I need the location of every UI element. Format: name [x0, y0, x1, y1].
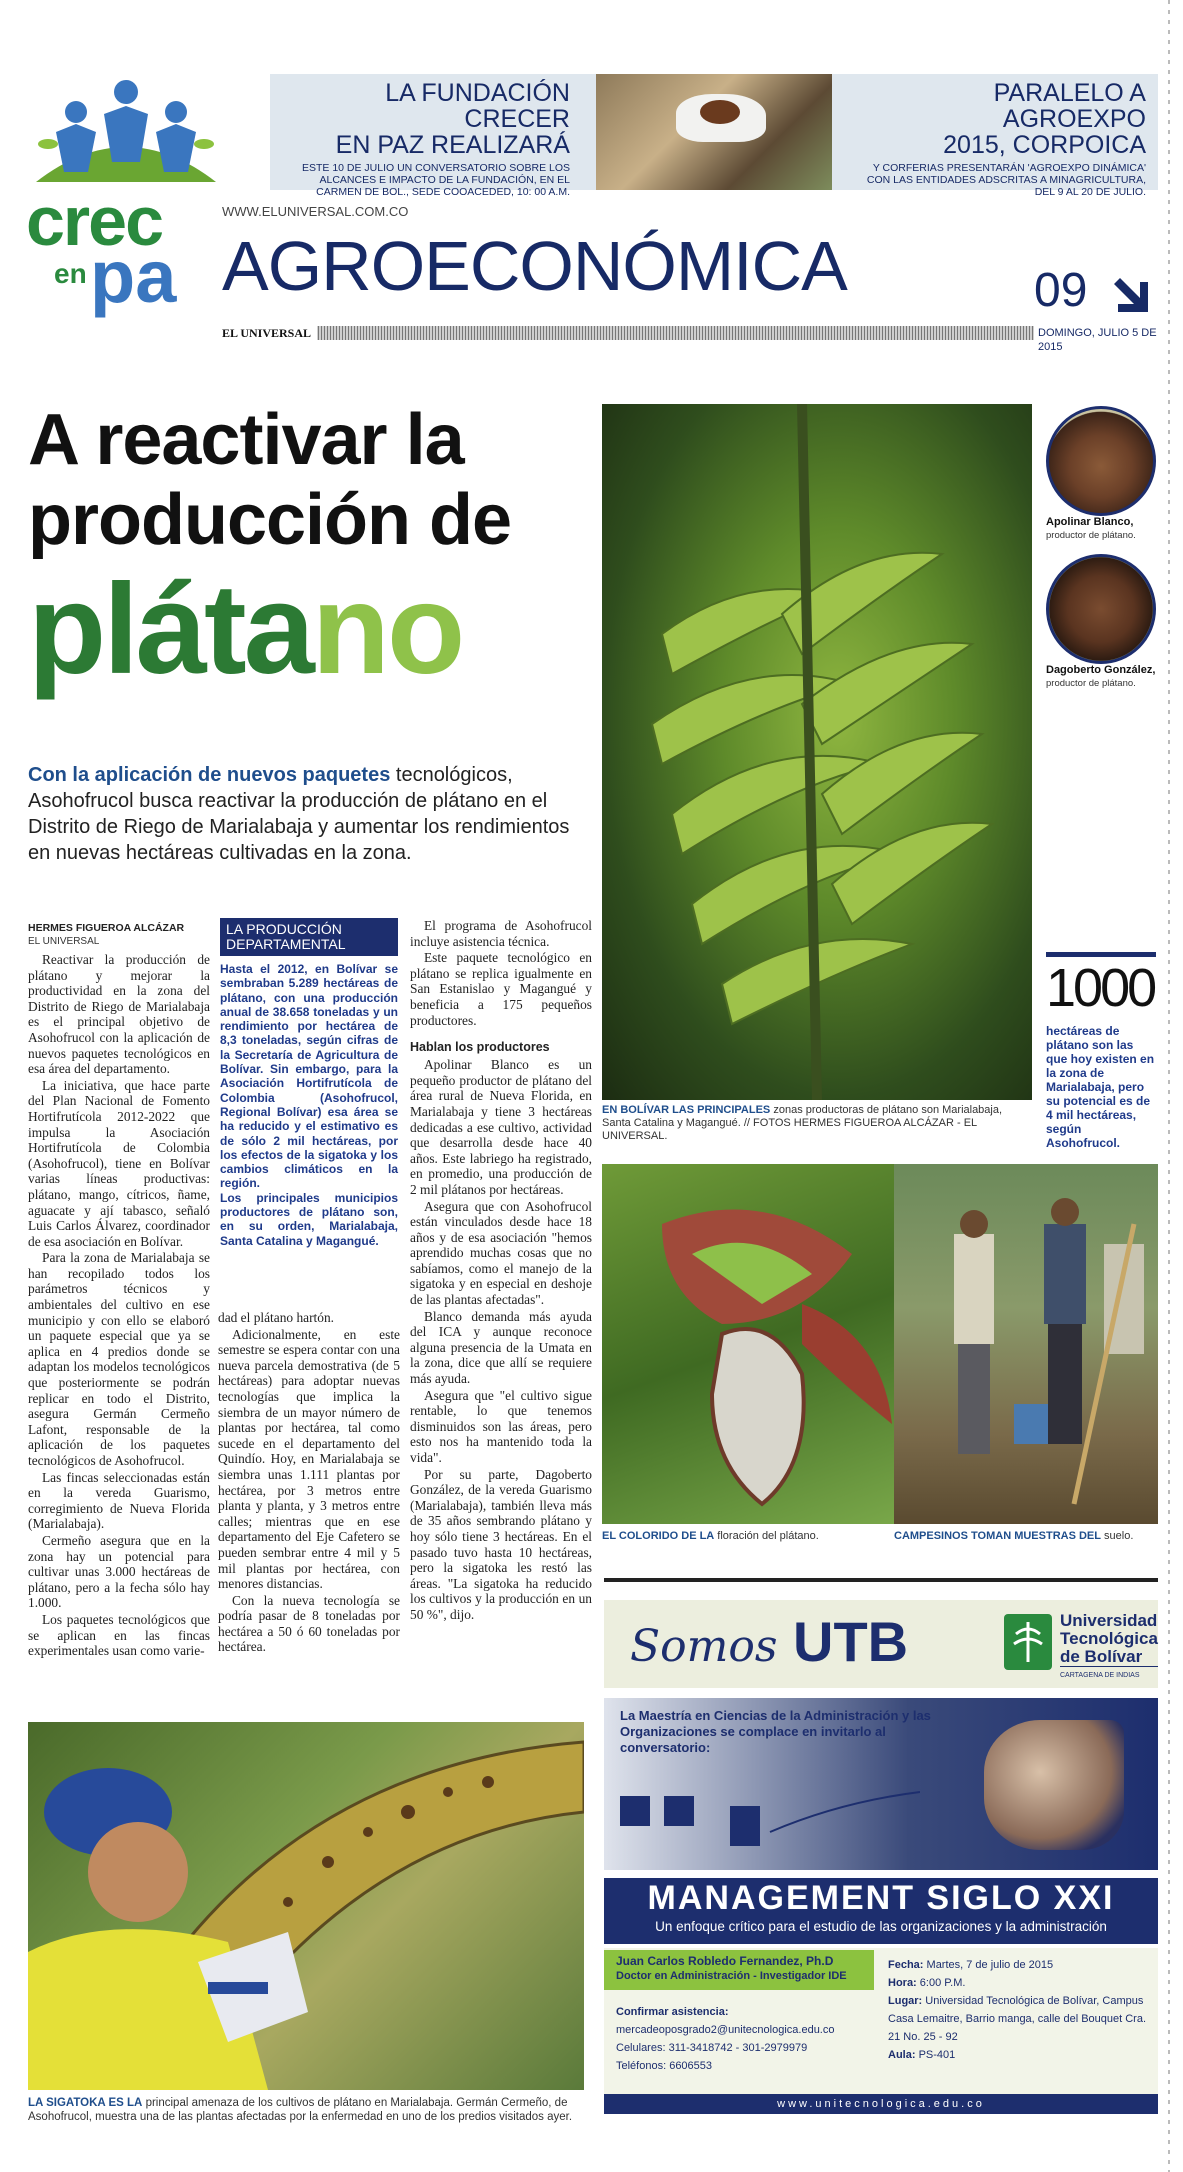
flower-caption-bold: EL COLORIDO DE LA	[602, 1530, 715, 1542]
byline: HERMES FIGUEROA ALCÁZAR	[28, 922, 185, 934]
hand-pointing	[984, 1720, 1124, 1850]
plantain-bunch-photo	[602, 404, 1032, 1100]
farmers-soil-photo	[894, 1164, 1158, 1524]
place-value: Universidad Tecnológica de Bolívar, Campus Casa Lemaitre, Barrio manga, calle del Bouquet Cra. 21 No. 25 - 92	[888, 1995, 1147, 2043]
col1-para: Los paquetes tecnológicos que se aplican en las fincas experimentales usan como varie-	[28, 1611, 210, 1659]
portrait1-role: productor de plátano.	[1046, 530, 1136, 541]
event-details	[888, 1956, 1150, 2064]
ad-website[interactable]: www.unitecnologica.edu.co	[604, 2094, 1158, 2114]
col3-subhead: Hablan los productores	[410, 1040, 550, 1055]
page-edge	[1168, 0, 1170, 2172]
ad-university	[1060, 1612, 1158, 1685]
date-value: Martes, 7 de julio de 2015	[926, 1959, 1054, 1971]
banner-left-title-2: EN PAZ REALIZARÁ	[335, 131, 570, 159]
column-1	[28, 952, 210, 1660]
bottom-photo-caption	[28, 2096, 584, 2124]
sidebar-box-header	[220, 918, 398, 956]
time-value: 6:00 P.M.	[919, 1977, 966, 1989]
uni-line-3: de Bolívar	[1060, 1647, 1143, 1666]
headline-line-1: A reactivar la	[28, 400, 464, 480]
portrait1-name: Apolinar Blanco,	[1046, 516, 1134, 528]
lead-paragraph	[28, 762, 574, 866]
banner-right-body: Y CORFERIAS PRESENTARÁN 'AGROEXPO DINÁMICA' CON LAS ENTIDADES ADSCRITAS A MINAGRICULTURA, DEL 9 AL 20 DE JULIO.	[866, 162, 1146, 198]
sidebar-title-1: LA PRODUCCIÓN	[226, 921, 342, 937]
banner-right-title-2: 2015, CORPOICA	[943, 131, 1146, 159]
banner-left-body: ESTE 10 DE JULIO UN CONVERSATORIO SOBRE LOS ALCANCES E IMPACTO DE LA FUNDACIÓN, EN EL CARMEN DE BOL., SEDE COOACEDED, 10: 00 A.M.	[301, 162, 570, 198]
logo-text-pa: pa	[90, 235, 177, 318]
logo-text-en: en	[54, 258, 87, 289]
arrow-down-right-icon	[1110, 274, 1154, 318]
banner-left-title-1: LA FUNDACIÓN CRECER	[385, 79, 570, 133]
contact-phones: Celulares: 311-3418742 - 301-2979979	[616, 2042, 808, 2054]
banner-right	[850, 80, 1146, 198]
column-3	[410, 918, 592, 1624]
farmers-illustration	[894, 1164, 1158, 1524]
sidebar-p2: Los principales municipios productores de plátano son, en su orden, Marialabaja, Santa Catalina y Magangué.	[220, 1190, 398, 1248]
ad-title: MANAGEMENT SIGLO XXI	[647, 1879, 1115, 1917]
people-logo-icon	[26, 72, 226, 192]
time-label: Hora:	[888, 1977, 917, 1989]
col3-para: Apolinar Blanco es un pequeño productor de plátano del área rural de Nueva Florida, en Marialabaja y tiene 3 hectáreas dedicadas a ese cultivo, actividad que desarrolla desde hace 40 años. Este labriego ha registrado, en promedio, una producción de 2 mil plátanos por hectáreas.	[410, 1057, 592, 1197]
room-value: PS-401	[918, 2049, 956, 2061]
headline-line-3	[28, 560, 588, 700]
ad-brand-somos: Somos	[630, 1621, 778, 1672]
flower-caption-rest: floración del plátano.	[714, 1530, 819, 1542]
col3-para: Asegura que con Asohofrucol están vinculados desde hace 18 años y de esa asociación "hemos aprendido muchas cosas que no sabíamos, como el manejo de la sigatoka y en especial en deshoje de las plantas afectadas".	[410, 1198, 592, 1308]
lead-rest: tecnológicos, Asohofrucol busca reactivar la producción de plátano en el Distrito de Riego de Marialabaja y aumentar los rendimientos en nuevas hectáreas cultivadas en la zona.	[28, 764, 570, 864]
website-url[interactable]: WWW.ELUNIVERSAL.COM.CO	[222, 204, 409, 219]
sidebar-p1: Hasta el 2012, en Bolívar se sembraban 5.289 hectáreas de plátano, con una producción anual de 38.658 toneladas y un rendimiento por hectárea de 8,3 toneladas, según cifras de la Secretaría de Agricultura de Bolívar. Sin embargo, para la Asociación Hortifrutícola de Colombia (Asohofrucol, Regional Bolívar) esa área se ha reducido y el estimativo es de sólo 2 mil hectáreas, por los efectos de la sigatoka y los cambios climáticos en la región.	[220, 962, 398, 1191]
page-date: DOMINGO, JULIO 5 DE 2015	[1034, 326, 1183, 354]
col3-para: Por su parte, Dagoberto González, de la vereda Guarismo (Marialabaja), también lleva más de 35 años sembrando plátano y hoy sólo tiene 3 hectáreas. En el pasado tuvo hasta 10 hectáreas, pero la sigatoka les restó las áreas. "La sigatoka ha reducido los cultivos y la producción en un 50 %", dijo.	[410, 1466, 592, 1622]
col2-para: dad el plátano hartón.	[218, 1310, 335, 1325]
col3-para: Asegura que "el cultivo sigue rentable, lo que tenemos disminuidos son las áreas, pero esto nos ha mantenido toda la vida".	[410, 1387, 592, 1465]
section-title: AGROECONÓMICA	[222, 227, 847, 305]
bottom-caption-rest: principal amenaza de los cultivos de plátano en Marialabaja. Germán Cermeño, de Asohofrucol, muestra una de las plantas afectadas por la enfermedad en uno de los predios visitados ayer.	[28, 2097, 573, 2123]
lead-bold: Con la aplicación de nuevos paquetes	[28, 764, 391, 786]
utb-advertisement[interactable]	[604, 1578, 1158, 2112]
byline-source: EL UNIVERSAL	[28, 936, 100, 947]
place-label: Lugar:	[888, 1995, 923, 2007]
portrait2-role: productor de plátano.	[1046, 678, 1136, 689]
uni-city: CARTAGENA DE INDIAS	[1060, 1666, 1158, 1685]
bottom-caption-bold: LA SIGATOKA ES LA	[28, 2097, 143, 2109]
plantain-illustration	[602, 404, 1032, 1100]
col1-para: Reactivar la producción de plátano y mejorar la productividad en la zona del Distrito de Riego de Marialabaja es el principal objetivo de Asohofrucol con la aplicación de nuevos paquetes tecnológicos en esa área del departamento.	[28, 952, 210, 1077]
room-label: Aula:	[888, 2049, 916, 2061]
uni-line-1: Universidad	[1060, 1611, 1158, 1630]
col3-para: El programa de Asohofrucol incluye asistencia técnica.	[410, 918, 592, 949]
stat-rule	[1046, 952, 1156, 957]
speaker-role: Doctor en Administración - Investigador IDE	[616, 1970, 847, 1982]
main-caption-bold: EN BOLÍVAR LAS PRINCIPALES	[602, 1104, 771, 1116]
ad-info	[604, 1948, 1158, 2094]
paper-name: EL UNIVERSAL	[222, 326, 317, 340]
farmers-caption-bold: CAMPESINOS TOMAN MUESTRAS DEL	[894, 1530, 1101, 1542]
ad-title-band	[604, 1878, 1158, 1944]
cow-spot	[700, 100, 740, 124]
sidebar-title-2: DEPARTAMENTAL	[226, 936, 346, 952]
cattle-photo	[596, 74, 832, 190]
ad-invite: La Maestría en Ciencias de la Administración y las Organizaciones se complace en invitarlo al conversatorio:	[620, 1708, 931, 1755]
crecer-en-paz-logo	[26, 72, 226, 342]
headline-word-light: no	[311, 558, 463, 701]
sigatoka-illustration	[28, 1722, 584, 2090]
uni-line-2: Tecnológica	[1060, 1629, 1158, 1648]
banner-left	[278, 80, 570, 198]
ad-hero	[604, 1698, 1158, 1870]
col2-para: Con la nueva tecnología se podría pasar de 8 toneladas por hectárea a 50 ó 60 toneladas por hectárea.	[218, 1592, 400, 1655]
stat-number: 1000	[1046, 958, 1155, 1018]
col1-para: Las fincas seleccionadas están en la vereda Guarismo, corregimiento de Nueva Florida (Marialabaja).	[28, 1469, 210, 1532]
portrait-dagoberto	[1046, 554, 1156, 664]
banner-right-title-1: PARALELO A AGROEXPO	[993, 79, 1146, 133]
col3-para: Este paquete tecnológico en plátano se replica igualmente en San Estanislao y Magangué y beneficia a 175 pequeños productores.	[410, 950, 592, 1028]
col1-para: La iniciativa, que hace parte del Plan Nacional de Fomento Hortifrutícola 2012-2022 que impulsa la Asociación Hortifrutícola de Colombia (Asohofrucol), tiene en Bolívar varias líneas productivas: plátano, mango, cítricos, ñame, aguacate y ají tabasco, señaló Luis Carlos Álvarez, coordinador de esa asociación en Bolívar.	[28, 1077, 210, 1249]
ad-brand	[630, 1610, 908, 1679]
flower-illustration	[602, 1164, 906, 1524]
utb-crest-icon	[1004, 1614, 1052, 1670]
logo-text-crec: crec	[26, 182, 163, 260]
date-label: Fecha:	[888, 1959, 924, 1971]
flower-photo-caption	[602, 1530, 906, 1543]
portrait2-name: Dagoberto González,	[1046, 664, 1156, 676]
stat-text: hectáreas de plátano son las que hoy existen en la zona de Marialabaja, pero su potencial es de 4 mil hectáreas, según Asohofrucol.	[1046, 1024, 1155, 1150]
portrait-apolinar	[1046, 406, 1156, 516]
page-number: 09	[1034, 264, 1088, 317]
ad-subtitle: Un enfoque crítico para el estudio de las organizaciones y la administración	[655, 1919, 1107, 1934]
headline-line-2: producción de	[28, 480, 512, 560]
speaker-name: Juan Carlos Robledo Fernandez, Ph.D	[616, 1954, 834, 1968]
headline	[28, 400, 588, 700]
main-photo-caption	[602, 1104, 1032, 1143]
col3-para: Blanco demanda más ayuda del ICA y aunque reconoce alguna presencia de la Umata en la zona, dice que allí se requiere más ayuda.	[410, 1308, 592, 1387]
confirm-label: Confirmar asistencia:	[616, 2006, 729, 2018]
column-2	[218, 1310, 400, 1656]
masthead	[0, 0, 1183, 353]
farmers-photo-caption	[894, 1530, 1158, 1543]
col2-para: Adicionalmente, en este semestre se espera contar con una nueva parcela demostrativa (de 5 hectáreas) para adoptar nuevas tecnologías que implica la siembra de un mayor número de plantas por hectárea, tal como sucede en el departamento del Quindío. Hoy, en Marialabaja se siembra unas 1.111 plantas por hectárea, por 3 metros entre planta y planta, y 3 metros entre calles; mientras que en ese departamento del Eje Cafetero se pueden sembrar entre 4 mil y 5 mil plantas por hectárea, con menores distancias.	[218, 1326, 400, 1592]
contact-email[interactable]: mercadeoposgrado2@unitecnologica.edu.co	[616, 2024, 835, 2036]
headline-word-dark: pláta	[28, 558, 312, 701]
plantain-flower-photo	[602, 1164, 906, 1524]
top-banner	[270, 74, 1158, 198]
col1-para: Para la zona de Marialabaja se han recopilado todos los parámetros técnicos y ambientales del cultivo en ese municipio y con ello se elaboró un paquete especial que ya se aplica en 4 predios donde se adaptan los modelos tecnológicos que posteriormente se podrán replicar en todo el Distrito, asegura Germán Cermeño Lafont, responsable de la aplicación de los paquetes tecnológicos de Asohofrucol.	[28, 1250, 210, 1468]
ad-brand-utb: UTB	[793, 1610, 909, 1673]
contact-landline: Teléfonos: 6606553	[616, 2060, 713, 2072]
sigatoka-leaf-photo	[28, 1722, 584, 2090]
sidebar-box	[220, 918, 398, 1248]
main-caption-rest: zonas productoras de plátano son Marialabaja, Santa Catalina y Magangué. // FOTOS HERMES FIGUEROA ALCÁZAR - EL UNIVERSAL.	[602, 1104, 1003, 1142]
col1-para: Cermeño asegura que en la zona hay un potencial para cultivar unas 3.000 hectáreas de plátano, pero a la fecha sólo hay 1.000.	[28, 1532, 210, 1611]
masthead-rule	[222, 326, 1158, 340]
network-icons	[620, 1782, 920, 1862]
farmers-caption-rest: suelo.	[1100, 1530, 1134, 1542]
